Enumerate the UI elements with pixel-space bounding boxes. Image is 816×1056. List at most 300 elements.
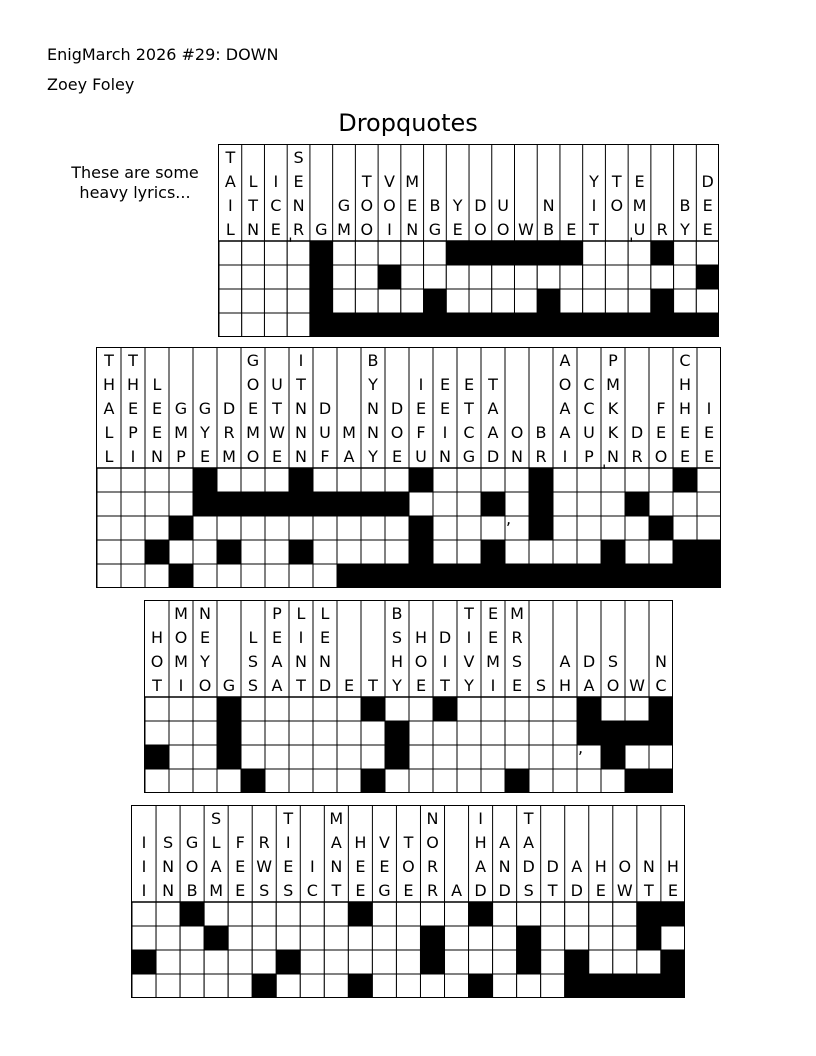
answer-cell[interactable]: [457, 745, 481, 769]
answer-cell[interactable]: [378, 241, 401, 265]
answer-cell[interactable]: [289, 516, 313, 540]
header-letter: D: [318, 676, 332, 695]
answer-cell[interactable]: [193, 540, 217, 564]
answer-cell[interactable]: [385, 468, 409, 492]
answer-cell[interactable]: [529, 745, 553, 769]
answer-cell[interactable]: [605, 265, 628, 289]
answer-cell[interactable]: [348, 926, 372, 950]
header-letter: I: [387, 220, 392, 239]
answer-cell[interactable]: [446, 265, 469, 289]
answer-cell[interactable]: [469, 950, 493, 974]
answer-cell[interactable]: [355, 241, 378, 265]
answer-cell[interactable]: [529, 697, 553, 721]
answer-cell[interactable]: [132, 926, 156, 950]
header-letter: P: [128, 423, 138, 442]
answer-cell[interactable]: [97, 540, 121, 564]
answer-cell[interactable]: [193, 564, 217, 588]
answer-cell[interactable]: [287, 289, 310, 313]
answer-cell[interactable]: [577, 540, 601, 564]
answer-cell[interactable]: [649, 540, 673, 564]
answer-cell[interactable]: [313, 745, 337, 769]
answer-cell[interactable]: [696, 241, 719, 265]
answer-cell[interactable]: [433, 745, 457, 769]
answer-cell[interactable]: [445, 902, 469, 926]
answer-cell[interactable]: [372, 974, 396, 998]
answer-cell[interactable]: [289, 721, 313, 745]
answer-cell[interactable]: [289, 745, 313, 769]
answer-cell[interactable]: [289, 697, 313, 721]
answer-cell[interactable]: [396, 950, 420, 974]
answer-cell[interactable]: [242, 313, 265, 337]
header-letter: R: [292, 220, 305, 239]
answer-cell[interactable]: [433, 516, 457, 540]
answer-cell[interactable]: [481, 745, 505, 769]
answer-cell[interactable]: [433, 721, 457, 745]
answer-cell[interactable]: [613, 926, 637, 950]
answer-cell[interactable]: [625, 745, 649, 769]
answer-cell[interactable]: [169, 769, 193, 793]
answer-cell[interactable]: [697, 492, 721, 516]
header-letter: E: [391, 447, 403, 466]
answer-cell[interactable]: [613, 950, 637, 974]
answer-cell[interactable]: [673, 516, 697, 540]
answer-cell[interactable]: [505, 745, 529, 769]
answer-cell[interactable]: [193, 721, 217, 745]
answer-cell[interactable]: [674, 265, 697, 289]
answer-cell[interactable]: [560, 289, 583, 313]
answer-cell[interactable]: [577, 516, 601, 540]
answer-cell[interactable]: [697, 516, 721, 540]
answer-cell[interactable]: [385, 769, 409, 793]
answer-cell[interactable]: [492, 265, 515, 289]
answer-cell[interactable]: [372, 950, 396, 974]
answer-cell[interactable]: [446, 289, 469, 313]
answer-cell[interactable]: [424, 265, 447, 289]
answer-cell[interactable]: [324, 902, 348, 926]
answer-cell[interactable]: [145, 769, 169, 793]
answer-cell[interactable]: [505, 540, 529, 564]
answer-cell[interactable]: [252, 926, 276, 950]
answer-cell[interactable]: [265, 564, 289, 588]
answer-cell[interactable]: [529, 540, 553, 564]
answer-cell[interactable]: [457, 468, 481, 492]
answer-cell[interactable]: [625, 540, 649, 564]
answer-cell[interactable]: [433, 492, 457, 516]
answer-cell[interactable]: [265, 745, 289, 769]
answer-cell[interactable]: [300, 974, 324, 998]
answer-cell[interactable]: [649, 745, 673, 769]
answer-cell[interactable]: [145, 468, 169, 492]
answer-cell[interactable]: [264, 313, 287, 337]
answer-cell[interactable]: [457, 769, 481, 793]
header-letter: R: [656, 220, 668, 239]
answer-cell[interactable]: [625, 697, 649, 721]
answer-cell[interactable]: [505, 721, 529, 745]
black-cell: [529, 468, 553, 492]
answer-cell[interactable]: [300, 902, 324, 926]
answer-cell[interactable]: [361, 721, 385, 745]
answer-cell[interactable]: [583, 241, 606, 265]
answer-cell[interactable]: [541, 974, 565, 998]
answer-cell[interactable]: [193, 697, 217, 721]
punctuation-mark: ': [288, 234, 293, 253]
answer-cell[interactable]: [529, 721, 553, 745]
answer-cell[interactable]: [241, 468, 265, 492]
answer-cell[interactable]: [300, 950, 324, 974]
answer-cell[interactable]: [241, 564, 265, 588]
answer-cell[interactable]: [217, 769, 241, 793]
answer-cell[interactable]: [433, 468, 457, 492]
answer-cell[interactable]: [469, 265, 492, 289]
header-letter: E: [407, 196, 418, 215]
answer-cell[interactable]: [674, 241, 697, 265]
answer-cell[interactable]: [132, 974, 156, 998]
header-letter: W: [629, 676, 645, 695]
answer-cell[interactable]: [180, 950, 204, 974]
answer-cell[interactable]: [396, 926, 420, 950]
answer-cell[interactable]: [169, 492, 193, 516]
answer-cell[interactable]: [361, 516, 385, 540]
answer-cell[interactable]: [337, 468, 361, 492]
answer-cell[interactable]: [396, 974, 420, 998]
answer-cell[interactable]: [241, 516, 265, 540]
answer-cell[interactable]: [287, 313, 310, 337]
answer-cell[interactable]: [97, 564, 121, 588]
answer-cell[interactable]: [605, 289, 628, 313]
answer-cell[interactable]: [625, 516, 649, 540]
answer-cell[interactable]: [541, 950, 565, 974]
answer-cell[interactable]: [121, 516, 145, 540]
answer-cell[interactable]: [481, 697, 505, 721]
header-letter: D: [582, 652, 596, 671]
answer-cell[interactable]: [217, 516, 241, 540]
answer-cell[interactable]: [457, 697, 481, 721]
answer-cell[interactable]: [265, 468, 289, 492]
answer-cell[interactable]: [300, 926, 324, 950]
answer-cell[interactable]: [145, 721, 169, 745]
header-letter: B: [543, 220, 555, 239]
answer-cell[interactable]: [493, 950, 517, 974]
answer-cell[interactable]: [313, 516, 337, 540]
answer-cell[interactable]: [333, 289, 356, 313]
answer-cell[interactable]: [228, 950, 252, 974]
answer-cell[interactable]: [481, 769, 505, 793]
answer-cell[interactable]: [324, 974, 348, 998]
answer-cell[interactable]: [204, 902, 228, 926]
answer-cell[interactable]: [589, 902, 613, 926]
answer-cell[interactable]: [493, 902, 517, 926]
answer-cell[interactable]: [673, 492, 697, 516]
answer-cell[interactable]: [605, 241, 628, 265]
answer-cell[interactable]: [219, 289, 242, 313]
answer-cell[interactable]: [219, 241, 242, 265]
answer-cell[interactable]: [289, 769, 313, 793]
answer-cell[interactable]: [493, 926, 517, 950]
header-letter: O: [360, 220, 374, 239]
answer-cell[interactable]: [169, 745, 193, 769]
answer-cell[interactable]: [409, 745, 433, 769]
answer-cell[interactable]: [583, 289, 606, 313]
answer-cell[interactable]: [156, 926, 180, 950]
answer-cell[interactable]: [324, 926, 348, 950]
answer-cell[interactable]: [276, 926, 300, 950]
answer-cell[interactable]: [445, 950, 469, 974]
answer-cell[interactable]: [565, 902, 589, 926]
answer-cell[interactable]: [313, 564, 337, 588]
black-cell: [492, 241, 515, 265]
answer-cell[interactable]: [613, 902, 637, 926]
header-letter: G: [246, 351, 260, 370]
answer-cell[interactable]: [217, 468, 241, 492]
answer-cell[interactable]: [265, 769, 289, 793]
answer-cell[interactable]: [204, 974, 228, 998]
answer-cell[interactable]: [401, 241, 424, 265]
answer-cell[interactable]: [264, 289, 287, 313]
answer-cell[interactable]: [204, 950, 228, 974]
answer-cell[interactable]: [481, 721, 505, 745]
black-cell: [637, 974, 661, 998]
answer-cell[interactable]: [649, 492, 673, 516]
answer-cell[interactable]: [264, 241, 287, 265]
answer-cell[interactable]: [324, 950, 348, 974]
answer-cell[interactable]: [287, 265, 310, 289]
answer-cell[interactable]: [385, 516, 409, 540]
answer-cell[interactable]: [565, 926, 589, 950]
answer-cell[interactable]: [661, 926, 685, 950]
answer-cell[interactable]: [355, 265, 378, 289]
answer-cell[interactable]: [697, 468, 721, 492]
answer-cell[interactable]: [97, 468, 121, 492]
answer-cell[interactable]: [241, 540, 265, 564]
answer-cell[interactable]: [553, 492, 577, 516]
answer-cell[interactable]: [401, 289, 424, 313]
answer-cell[interactable]: [445, 974, 469, 998]
answer-cell[interactable]: [193, 745, 217, 769]
answer-cell[interactable]: [696, 289, 719, 313]
header-letter: B: [429, 196, 441, 215]
answer-cell[interactable]: [409, 697, 433, 721]
answer-cell[interactable]: [121, 468, 145, 492]
answer-cell[interactable]: [589, 926, 613, 950]
answer-cell[interactable]: [337, 697, 361, 721]
answer-cell[interactable]: [241, 745, 265, 769]
answer-cell[interactable]: [252, 950, 276, 974]
answer-cell[interactable]: [577, 769, 601, 793]
answer-cell[interactable]: [505, 468, 529, 492]
header-letter: N: [292, 196, 305, 215]
answer-cell[interactable]: [145, 564, 169, 588]
answer-cell[interactable]: [241, 721, 265, 745]
answer-cell[interactable]: [385, 540, 409, 564]
answer-cell[interactable]: [265, 721, 289, 745]
answer-cell[interactable]: [228, 902, 252, 926]
answer-cell[interactable]: [385, 697, 409, 721]
answer-cell[interactable]: [169, 721, 193, 745]
answer-cell[interactable]: [132, 902, 156, 926]
answer-cell[interactable]: [529, 769, 553, 793]
answer-cell[interactable]: [637, 950, 661, 974]
answer-cell[interactable]: [242, 241, 265, 265]
answer-cell[interactable]: [492, 289, 515, 313]
answer-cell[interactable]: [553, 540, 577, 564]
answer-cell[interactable]: [553, 516, 577, 540]
answer-cell[interactable]: [674, 289, 697, 313]
answer-cell[interactable]: [264, 265, 287, 289]
answer-cell[interactable]: [361, 745, 385, 769]
answer-cell[interactable]: [420, 902, 444, 926]
header-letter: A: [499, 833, 511, 852]
answer-cell[interactable]: [265, 697, 289, 721]
answer-cell[interactable]: [180, 926, 204, 950]
answer-cell[interactable]: [361, 468, 385, 492]
header-letter: C: [655, 676, 667, 695]
answer-cell[interactable]: [337, 516, 361, 540]
answer-cell[interactable]: [337, 769, 361, 793]
answer-cell[interactable]: [537, 265, 560, 289]
answer-cell[interactable]: [313, 540, 337, 564]
answer-cell[interactable]: [553, 769, 577, 793]
answer-cell[interactable]: [433, 769, 457, 793]
header-letter: D: [570, 881, 583, 900]
answer-cell[interactable]: [553, 697, 577, 721]
answer-cell[interactable]: [469, 926, 493, 950]
answer-cell[interactable]: [169, 540, 193, 564]
answer-cell[interactable]: [313, 721, 337, 745]
answer-cell[interactable]: [337, 745, 361, 769]
answer-cell[interactable]: [97, 516, 121, 540]
answer-cell[interactable]: [469, 289, 492, 313]
header-letter: A: [271, 676, 283, 695]
answer-cell[interactable]: [145, 516, 169, 540]
answer-cell[interactable]: [193, 769, 217, 793]
answer-cell[interactable]: [97, 492, 121, 516]
answer-cell[interactable]: [589, 950, 613, 974]
answer-cell[interactable]: [457, 516, 481, 540]
answer-cell[interactable]: [514, 265, 537, 289]
answer-cell[interactable]: [337, 540, 361, 564]
answer-cell[interactable]: [625, 468, 649, 492]
answer-cell[interactable]: [517, 974, 541, 998]
answer-cell[interactable]: [313, 769, 337, 793]
answer-cell[interactable]: [180, 974, 204, 998]
answer-cell[interactable]: [541, 926, 565, 950]
answer-cell[interactable]: [337, 721, 361, 745]
answer-cell[interactable]: [651, 265, 674, 289]
answer-cell[interactable]: [583, 265, 606, 289]
answer-cell[interactable]: [553, 721, 577, 745]
answer-cell[interactable]: [372, 926, 396, 950]
answer-cell[interactable]: [228, 926, 252, 950]
answer-cell[interactable]: [457, 540, 481, 564]
answer-cell[interactable]: [219, 265, 242, 289]
answer-cell[interactable]: [289, 564, 313, 588]
answer-cell[interactable]: [348, 950, 372, 974]
answer-cell[interactable]: [372, 902, 396, 926]
answer-cell[interactable]: [241, 697, 265, 721]
answer-cell[interactable]: [409, 492, 433, 516]
header-letter: M: [632, 196, 647, 215]
answer-cell[interactable]: [145, 697, 169, 721]
answer-cell[interactable]: [355, 289, 378, 313]
header-letter: A: [559, 652, 571, 671]
answer-cell[interactable]: [265, 540, 289, 564]
answer-cell[interactable]: [601, 769, 625, 793]
answer-cell[interactable]: [169, 468, 193, 492]
answer-cell[interactable]: [169, 697, 193, 721]
answer-cell[interactable]: [409, 769, 433, 793]
answer-cell[interactable]: [541, 902, 565, 926]
answer-cell[interactable]: [313, 468, 337, 492]
answer-cell[interactable]: [121, 564, 145, 588]
answer-cell[interactable]: [276, 902, 300, 926]
answer-cell[interactable]: [333, 241, 356, 265]
answer-cell[interactable]: [228, 974, 252, 998]
answer-cell[interactable]: [420, 974, 444, 998]
answer-cell[interactable]: [217, 564, 241, 588]
answer-cell[interactable]: [333, 265, 356, 289]
answer-cell[interactable]: [378, 289, 401, 313]
answer-cell[interactable]: [649, 468, 673, 492]
answer-cell[interactable]: [409, 721, 433, 745]
answer-cell[interactable]: [577, 492, 601, 516]
answer-cell[interactable]: [514, 289, 537, 313]
answer-cell[interactable]: [156, 974, 180, 998]
answer-cell[interactable]: [445, 926, 469, 950]
answer-cell[interactable]: [276, 974, 300, 998]
answer-cell[interactable]: [242, 265, 265, 289]
answer-cell[interactable]: [361, 540, 385, 564]
answer-cell[interactable]: [481, 516, 505, 540]
answer-cell[interactable]: [577, 468, 601, 492]
answer-cell[interactable]: [505, 697, 529, 721]
answer-cell[interactable]: [601, 516, 625, 540]
answer-cell[interactable]: [601, 697, 625, 721]
answer-cell[interactable]: [193, 516, 217, 540]
header-letter: M: [405, 172, 420, 191]
dropquote-3: [144, 600, 673, 793]
answer-cell[interactable]: [553, 468, 577, 492]
answer-cell[interactable]: [121, 540, 145, 564]
answer-cell[interactable]: [424, 241, 447, 265]
answer-cell[interactable]: [121, 492, 145, 516]
answer-cell[interactable]: [517, 902, 541, 926]
answer-cell[interactable]: [396, 902, 420, 926]
answer-cell[interactable]: [457, 721, 481, 745]
answer-cell[interactable]: [145, 492, 169, 516]
answer-cell[interactable]: [628, 265, 651, 289]
answer-cell[interactable]: [433, 540, 457, 564]
header-letter: E: [247, 399, 259, 418]
answer-cell[interactable]: [457, 492, 481, 516]
answer-cell[interactable]: [560, 265, 583, 289]
header-letter: O: [558, 375, 572, 394]
answer-cell[interactable]: [313, 697, 337, 721]
answer-cell[interactable]: [493, 974, 517, 998]
answer-cell[interactable]: [601, 492, 625, 516]
answer-cell[interactable]: [242, 289, 265, 313]
header-letter: O: [246, 375, 260, 394]
answer-cell[interactable]: [481, 468, 505, 492]
header-letter: E: [634, 172, 645, 191]
answer-cell[interactable]: [219, 313, 242, 337]
answer-cell[interactable]: [252, 902, 276, 926]
answer-cell[interactable]: [156, 902, 180, 926]
answer-cell[interactable]: [401, 265, 424, 289]
answer-cell[interactable]: [156, 950, 180, 974]
answer-cell[interactable]: [628, 289, 651, 313]
answer-cell[interactable]: [265, 516, 289, 540]
answer-cell[interactable]: [553, 745, 577, 769]
